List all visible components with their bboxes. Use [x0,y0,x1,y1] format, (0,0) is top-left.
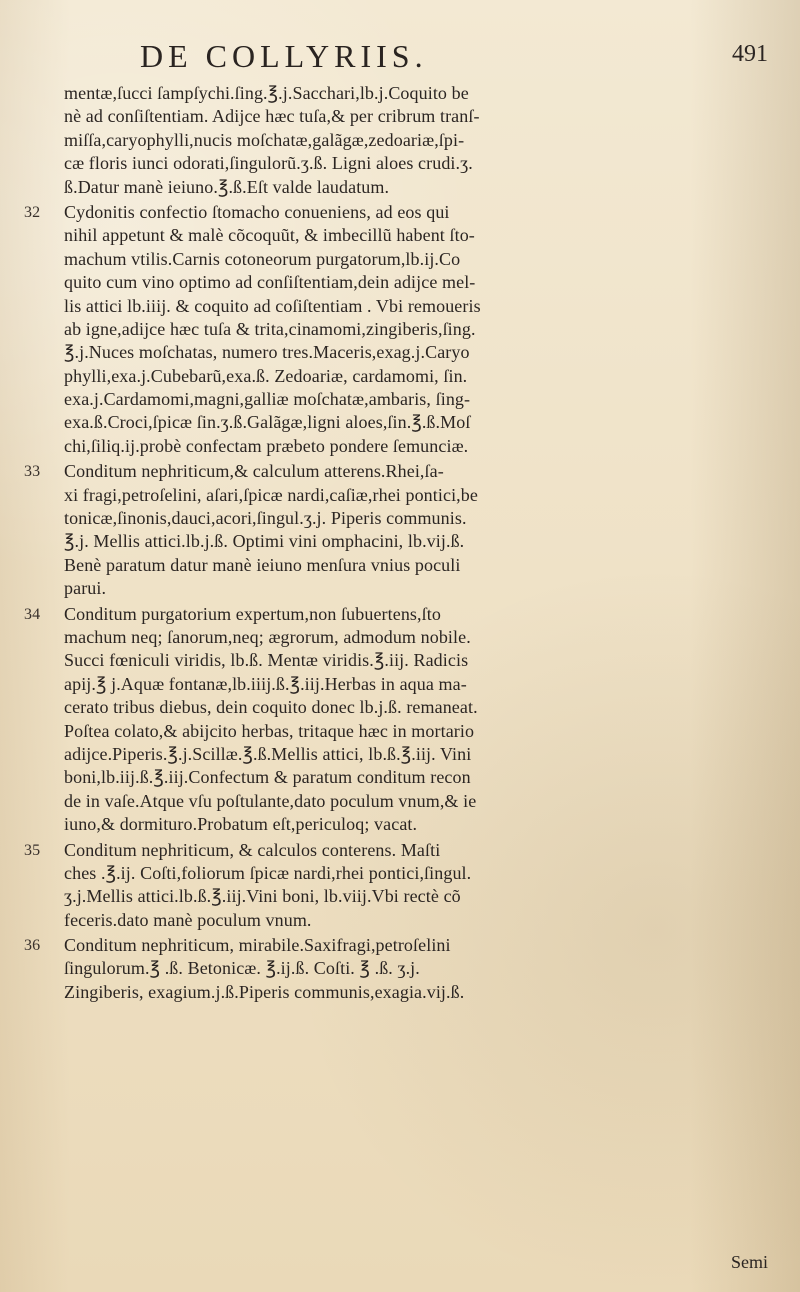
text-line: phylli,exa.j.Cubebarũ,exa.ß. Zedoariæ, cardamomi, ſin. [64,365,468,386]
text-line: exa.j.Cardamomi,magni,galliæ moſchatæ,ambaris, ſing- [64,389,471,410]
recipe-paragraph-continuation [64,82,764,199]
text-line: Zingiberis, exagium.j.ß.Piperis communis,exagia.vij.ß. [64,981,465,1002]
text-line: boni,lb.iij.ß.℥.iij.Confectum & paratum conditum recon [64,767,471,788]
text-line: nihil appetunt & malè cõcoquũt, & imbecillũ habent ſto- [64,225,475,246]
recipe-paragraph-34 [24,603,764,837]
text-line: de in vaſe.Atque vſu poſtulante,dato poculum vnum,& ie [64,790,477,811]
text-line: adijce.Piperis.℥.j.Scillæ.℥.ß.Mellis attici, lb.ß.℥.iij. Vini [64,743,472,764]
catchword: Semi [730,1252,768,1272]
text-line: Conditum purgatorium expertum,non ſubuertens,ſto [64,603,441,624]
text-line: Poſtea colato,& abijcito herbas, tritaque hæc in mortario [64,720,475,741]
text-line: machum neq; ſanorum,neq; ægrorum, admodum nobile. [64,626,471,647]
text-line: iuno,& dormituro.Probatum eſt,periculoq; vacat. [64,814,418,835]
text-line: Conditum nephriticum, & calculos conterens. Maſti [64,839,441,860]
text-line: exa.ß.Croci,ſpicæ ſin.ʒ.ß.Galãgæ,ligni aloes,ſin.℥.ß.Moſ [64,412,471,433]
entry-number: 34 [24,605,41,623]
text-line: mentæ,ſucci ſampſychi.ſing.℥.j.Sacchari,lb.j.Coquito be [64,83,469,103]
text-line: cæ floris iunci odorati,ſingulorũ.ʒ.ß. Ligni aloes crudi.ʒ. [64,153,473,174]
text-line: ℥.j. Mellis attici.lb.j.ß. Optimi vini omphacini, lb.vij.ß. [64,531,465,552]
text-line: feceris.dato manè poculum vnum. [64,909,312,930]
recipe-paragraph-32 [24,201,764,458]
text-line: Succi fœniculi viridis, lb.ß. Mentæ viridis.℥.iij. Radicis [64,650,469,671]
text-line: miſſa,caryophylli,nucis moſchatæ,galãgæ,zedoariæ,ſpi- [64,129,465,150]
text-line: Benè paratum datur manè ieiuno menſura vnius poculi [64,554,461,575]
latin-text-block [24,82,764,1006]
text-line: ß.Datur manè ieiuno.℥.ß.Eſt valde laudatum. [64,176,390,197]
text-line: cerato tribus diebus, dein coquito donec lb.j.ß. remaneat. [64,697,478,718]
text-line: ches .℥.ij. Coſti,foliorum ſpicæ nardi,rhei pontici,ſingul. [64,862,472,883]
text-line: quito cum vino optimo ad conſiſtentiam,dein adijce mel- [64,272,476,293]
page-number: 491 [732,41,768,67]
text-line: ab igne,adijce hæc tuſa & trita,cinamomi,zingiberis,ſing. [64,318,476,339]
text-line: ſingulorum.℥ .ß. Betonicæ. ℥.ij.ß. Coſti. ℥ .ß. ʒ.j. [64,958,420,979]
text-line: ℥.j.Nuces moſchatas, numero tres.Maceris,exag.j.Caryo [64,342,470,363]
entry-number: 33 [24,463,41,481]
text-line: machum vtilis.Carnis cotoneorum purgatorum,lb.ij.Co [64,248,461,269]
entry-number: 36 [24,937,41,955]
text-line: parui. [64,578,107,599]
text-line: Cydonitis confectio ſtomacho conueniens, ad eos qui [64,201,450,222]
text-line: Conditum nephriticum,& calculum atterens.Rhei,ſa- [64,461,444,482]
text-line: nè ad conſiſtentiam. Adijce hæc tuſa,& per cribrum tranſ- [64,106,480,127]
recipe-paragraph-36 [24,934,764,1004]
text-line: ʒ.j.Mellis attici.lb.ß.℥.iij.Vini boni, lb.viij.Vbi rectè cõ [64,886,461,907]
page-header [0,36,800,76]
text-line: tonicæ,ſinonis,dauci,acori,ſingul.ʒ.j. Piperis communis. [64,508,467,529]
running-title: DE COLLYRIIS. [140,38,428,74]
entry-number: 32 [24,203,41,221]
text-line: Conditum nephriticum, mirabile.Saxifragi,petroſelini [64,935,451,956]
text-line: lis attici lb.iiij. & coquito ad coſiſtentiam . Vbi remoueris [64,295,481,316]
recipe-paragraph-35 [24,839,764,933]
text-line: xi fragi,petroſelini, aſari,ſpicæ nardi,caſiæ,rhei pontici,be [64,484,478,505]
text-line: apij.℥ j.Aquæ fontanæ,lb.iiij.ß.℥.iij.Herbas in aqua ma- [64,673,467,694]
entry-number: 35 [24,841,41,859]
recipe-paragraph-33 [24,460,764,600]
text-line: chi,ſiliq.ij.probè confectam præbeto pondere ſemunciæ. [64,435,469,456]
